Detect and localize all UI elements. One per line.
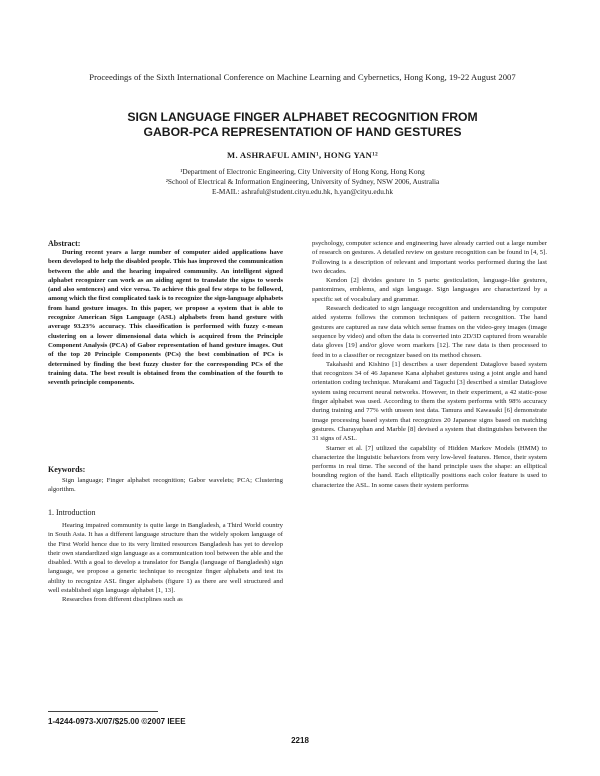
right-paragraph-3: Research dedicated to sign language recognition and understanding by computer aided systems follows the common techniques of pattern recognition. The hand gestures are captured as raw data which sense frames on the video-grey images (image sequence by video) and often the data is converted into 2D/3D captured from wearable data gloves [19] and/or glove worn markers [12]. The raw data is then processed to feed in to a classifier or recognizer based on its method chosen. xyxy=(312,305,547,359)
abstract-text: During recent years a large number of computer aided applications have been developed to help the disabled people. This has improved the communication between the able and the hearing impaired community. An intelligent signed alphabet recognizer can work as an aiding agent to translate the signs to words (and also sentences) and vice versa. To achieve this goal few steps to be followed, among which the first complicated task is to recognize the sign-language alphabets from hand gesture images. In this paper, we propose a system that is able to recognize American Sign Language (ASL) alphabets from hand gesture with average 93.23% accuracy. This classification is performed with fuzzy c-mean clustering on a lower dimensional data which is acquired from the Principle Component Analysis (PCA) of Gabor representation of hand gesture images. Out of the top 20 Principle Components (PCs) the best combination of PCs is determined by finding the best fuzzy cluster for the corresponding PCs of the training data. The best result is obtained from the combination of the fourth to seventh principle components. xyxy=(48,249,283,387)
page-number: 2218 xyxy=(291,736,309,745)
affiliations xyxy=(40,167,565,196)
abstract-body xyxy=(48,248,283,387)
footer-divider xyxy=(48,711,158,712)
affiliation-2: ²School of Electrical & Information Engineering, University of Sydney, NSW 2006, Australia xyxy=(165,176,440,186)
right-paragraph-1: psychology, computer science and engineering have already carried out a large number of research on gestures. A detailed review on gesture recognition can be found in [4, 5]. Following is a description of relevant and important works performed during the last two decades. xyxy=(312,240,547,275)
introduction-heading: 1. Introduction xyxy=(48,508,96,517)
introduction-paragraph-1: Hearing impaired community is quite large in Bangladesh, a Third World country in South Asia. It has a different language structure than the widely spoken language of the First World hence due to its very limited resources Bangladesh has yet to develop their own standardized sign language as a communication tool between the able and the disabled. With a goal to develop a translator for Bangla (language of Bangladesh) sign language, we propose a generic technique to recognize finger alphabets and test its ability to recognize ASL finger alphabets (figure 1) as there are well structured and well established sign language alphabet [1, 13]. xyxy=(48,522,283,595)
right-column xyxy=(312,239,547,490)
proceedings-header: Proceedings of the Sixth International Conference on Machine Learning and Cybernetics, Hong Kong, 19-22 August 2007 xyxy=(89,72,516,82)
affiliation-1: ¹Department of Electronic Engineering, City University of Hong Kong, Hong Kong xyxy=(180,167,425,176)
introduction-body xyxy=(48,521,283,605)
abstract-heading: Abstract: xyxy=(48,239,81,248)
title-line-1: SIGN LANGUAGE FINGER ALPHABET RECOGNITION FROM xyxy=(127,110,478,124)
title-line-2: GABOR-PCA REPRESENTATION OF HAND GESTURES xyxy=(143,125,462,139)
right-paragraph-2: Kendon [2] divides gesture in 5 parts: gesticulation, language-like gestures, pantomimes, emblems, and sign language. Sign languages are characterized by a specific set of vocabulary and grammar. xyxy=(312,277,547,303)
keywords-text: Sign language; Finger alphabet recognition; Gabor wavelets; PCA; Clustering algorithm. xyxy=(48,477,283,494)
introduction-paragraph-2: Researches from different disciplines such as xyxy=(62,596,183,604)
authors: M. ASHRAFUL AMIN¹, HONG YAN¹² xyxy=(227,150,378,160)
keywords-heading: Keywords: xyxy=(48,465,86,474)
right-paragraph-5: Starner et al. [7] utilized the capability of Hidden Markov Models (HMM) to characterize the linguistic behaviors from very low-level features. Hence, their system performs in real time. The second of the hand principle uses the shape: an elliptical bounding region of the hand. Each elliptically positions each color feature is used to characterize the ASL. In some cases their system performs xyxy=(312,444,547,489)
copyright-notice: 1-4244-0973-X/07/$25.00 ©2007 IEEE xyxy=(48,717,186,726)
email-line: E-MAIL: ashraful@student.cityu.edu.hk, h.yan@cityu.edu.hk xyxy=(211,186,394,196)
right-paragraph-4: Takahashi and Kishino [1] describes a user dependent Dataglove based system that recognizes 34 of 46 Japanese Kana alphabet gestures using a joint angle and hand orientation coding technique. Murakami and Taguchi [3] described a similar Dataglove system using recurrent neural networks. However, in their experiment, a 42 static-pose finger alphabet was used. According to them the system performs with 98% accuracy during training and 77% with unseen test data. Tamura and Kawasaki [6] demonstrate image processing based system that recognizes 20 Japanese signs based on matching gestures. Charayaphan and Marble [8] devised a system that distinguishes between the 31 signs of ASL. xyxy=(312,360,547,443)
keywords-body xyxy=(48,476,283,495)
paper-title xyxy=(60,110,545,140)
